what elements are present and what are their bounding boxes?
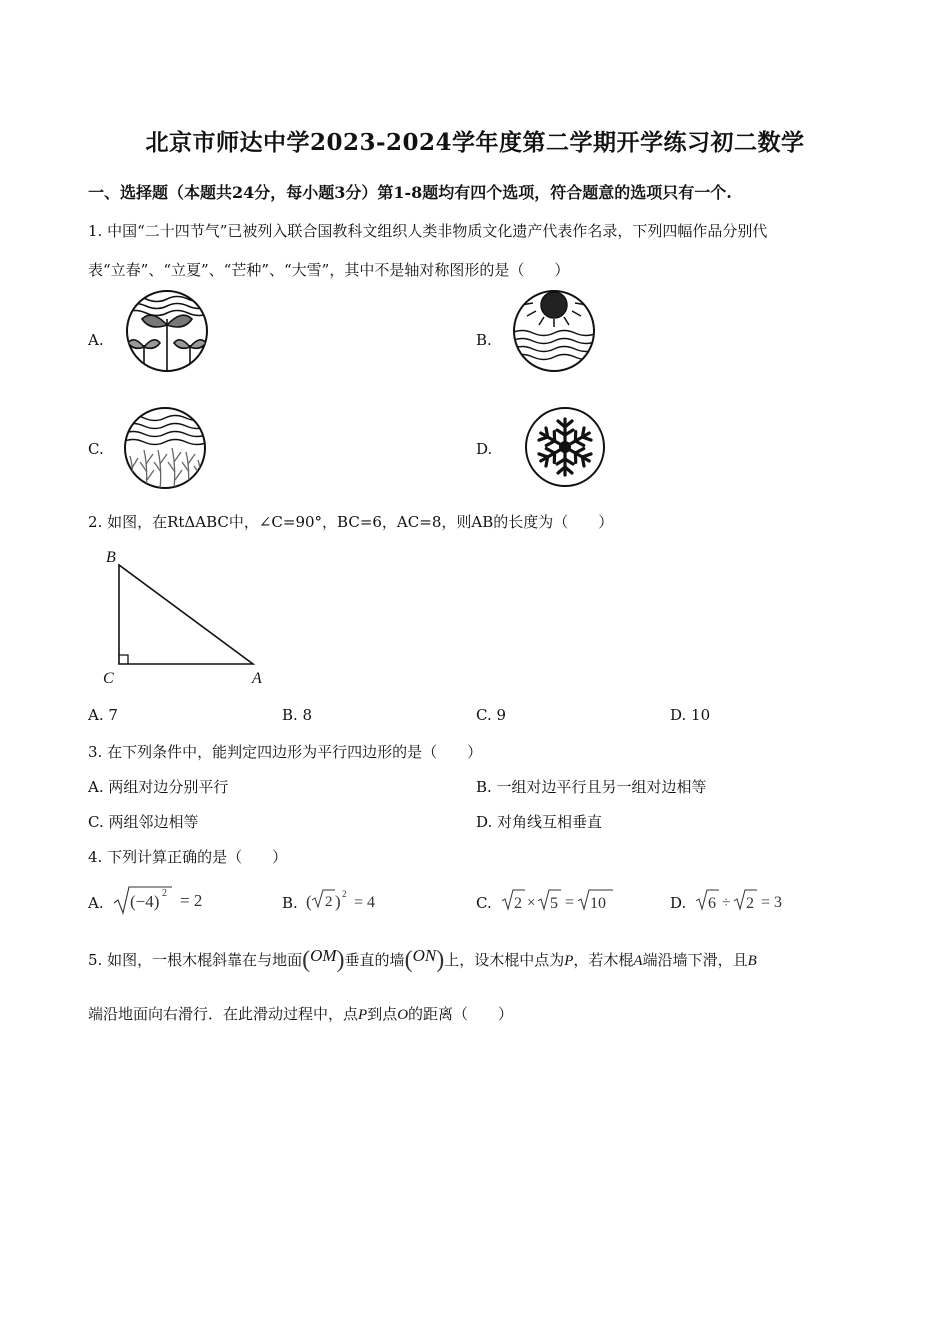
q3-stem: 3. 在下列条件中，能判定四边形为平行四边形的是（ ）	[88, 743, 483, 761]
svg-text:10: 10	[590, 895, 606, 912]
vertex-label-b: B	[106, 549, 116, 566]
svg-text:2: 2	[162, 888, 167, 899]
lixia-sun-icon	[511, 289, 597, 373]
q1-stem-line1: 1. 中国“二十四节气”已被列入联合国教科文组织人类非物质文化遗产代表作名录，下列四幅作品分别代	[88, 222, 768, 240]
q1-option-b-label[interactable]: B.	[476, 331, 492, 349]
q4-option-c-expression	[500, 885, 620, 915]
right-triangle-diagram	[98, 544, 273, 689]
lichun-sprout-icon	[124, 289, 210, 373]
svg-text:5: 5	[550, 895, 558, 912]
svg-text:2: 2	[514, 895, 522, 912]
svg-text:6: 6	[708, 895, 716, 912]
q4-option-d-label[interactable]: D.	[670, 894, 687, 912]
q3-option-d[interactable]: D. 对角线互相垂直	[476, 813, 603, 831]
q4-option-d-expression	[694, 885, 804, 915]
svg-text:= 3: = 3	[761, 894, 783, 911]
svg-text:÷: ÷	[722, 895, 731, 911]
vertex-label-c: C	[103, 670, 114, 687]
q3-option-a[interactable]: A. 两组对边分别平行	[88, 778, 229, 796]
q4-option-a-expression	[112, 883, 212, 917]
q1-stem-line2: 表“立春”、“立夏”、“芒种”、“大雪”，其中不是轴对称图形的是（ ）	[88, 261, 570, 279]
q5-stem-line2: 端沿地面向右滑行．在此滑动过程中，点P到点O的距离（ ）	[88, 1005, 514, 1023]
q4-option-a-label[interactable]: A.	[88, 894, 104, 912]
svg-text:=: =	[565, 894, 575, 911]
segment-om: OM	[310, 946, 337, 965]
q4-stem: 4. 下列计算正确的是（ ）	[88, 848, 288, 866]
q2-stem: 2. 如图，在RtΔABC中，∠C=90°，BC=6，AC=8，则AB的长度为（ ）	[88, 513, 614, 531]
svg-text:= 4: = 4	[354, 894, 376, 911]
q2-option-b[interactable]: B. 8	[282, 706, 313, 724]
svg-text:= 2: = 2	[180, 891, 203, 910]
svg-text:×: ×	[527, 895, 536, 911]
segment-on: ON	[412, 946, 437, 965]
mangzhong-grain-icon	[122, 406, 208, 490]
q5-stem-line1: 5. 如图，一根木棍斜靠在与地面 ( OM ) 垂直的墙 ( ON ) 上，设木棍中点为 P ，若木棍 A 端沿墙下滑，且 B	[88, 946, 757, 973]
svg-text:2: 2	[325, 894, 333, 910]
q3-option-b[interactable]: B. 一组对边平行且另一组对边相等	[476, 778, 707, 796]
svg-text:(: (	[306, 892, 312, 911]
q1-option-c-label[interactable]: C.	[88, 440, 104, 458]
svg-text:2: 2	[342, 889, 347, 899]
q2-option-c[interactable]: C. 9	[476, 706, 507, 724]
q4-option-b-expression	[305, 885, 385, 915]
svg-text:): )	[335, 892, 341, 911]
q1-option-d-label[interactable]: D.	[476, 440, 493, 458]
q1-option-a-label[interactable]: A.	[88, 331, 104, 349]
q4-option-b-label[interactable]: B.	[282, 894, 298, 912]
q2-option-d[interactable]: D. 10	[670, 706, 711, 724]
daxue-snowflake-icon	[523, 405, 607, 489]
vertex-label-a: A	[252, 670, 262, 687]
q2-option-a[interactable]: A. 7	[88, 706, 118, 724]
q3-option-c[interactable]: C. 两组邻边相等	[88, 813, 199, 831]
svg-text:(−4): (−4)	[130, 892, 160, 911]
section-heading: 一、选择题（本题共24分，每小题3分）第1-8题均有四个选项，符合题意的选项只有一个.	[88, 183, 732, 202]
q4-option-c-label[interactable]: C.	[476, 894, 492, 912]
svg-text:2: 2	[746, 895, 754, 912]
page-title: 北京市师达中学2023-2024学年度第二学期开学练习初二数学	[145, 129, 805, 156]
